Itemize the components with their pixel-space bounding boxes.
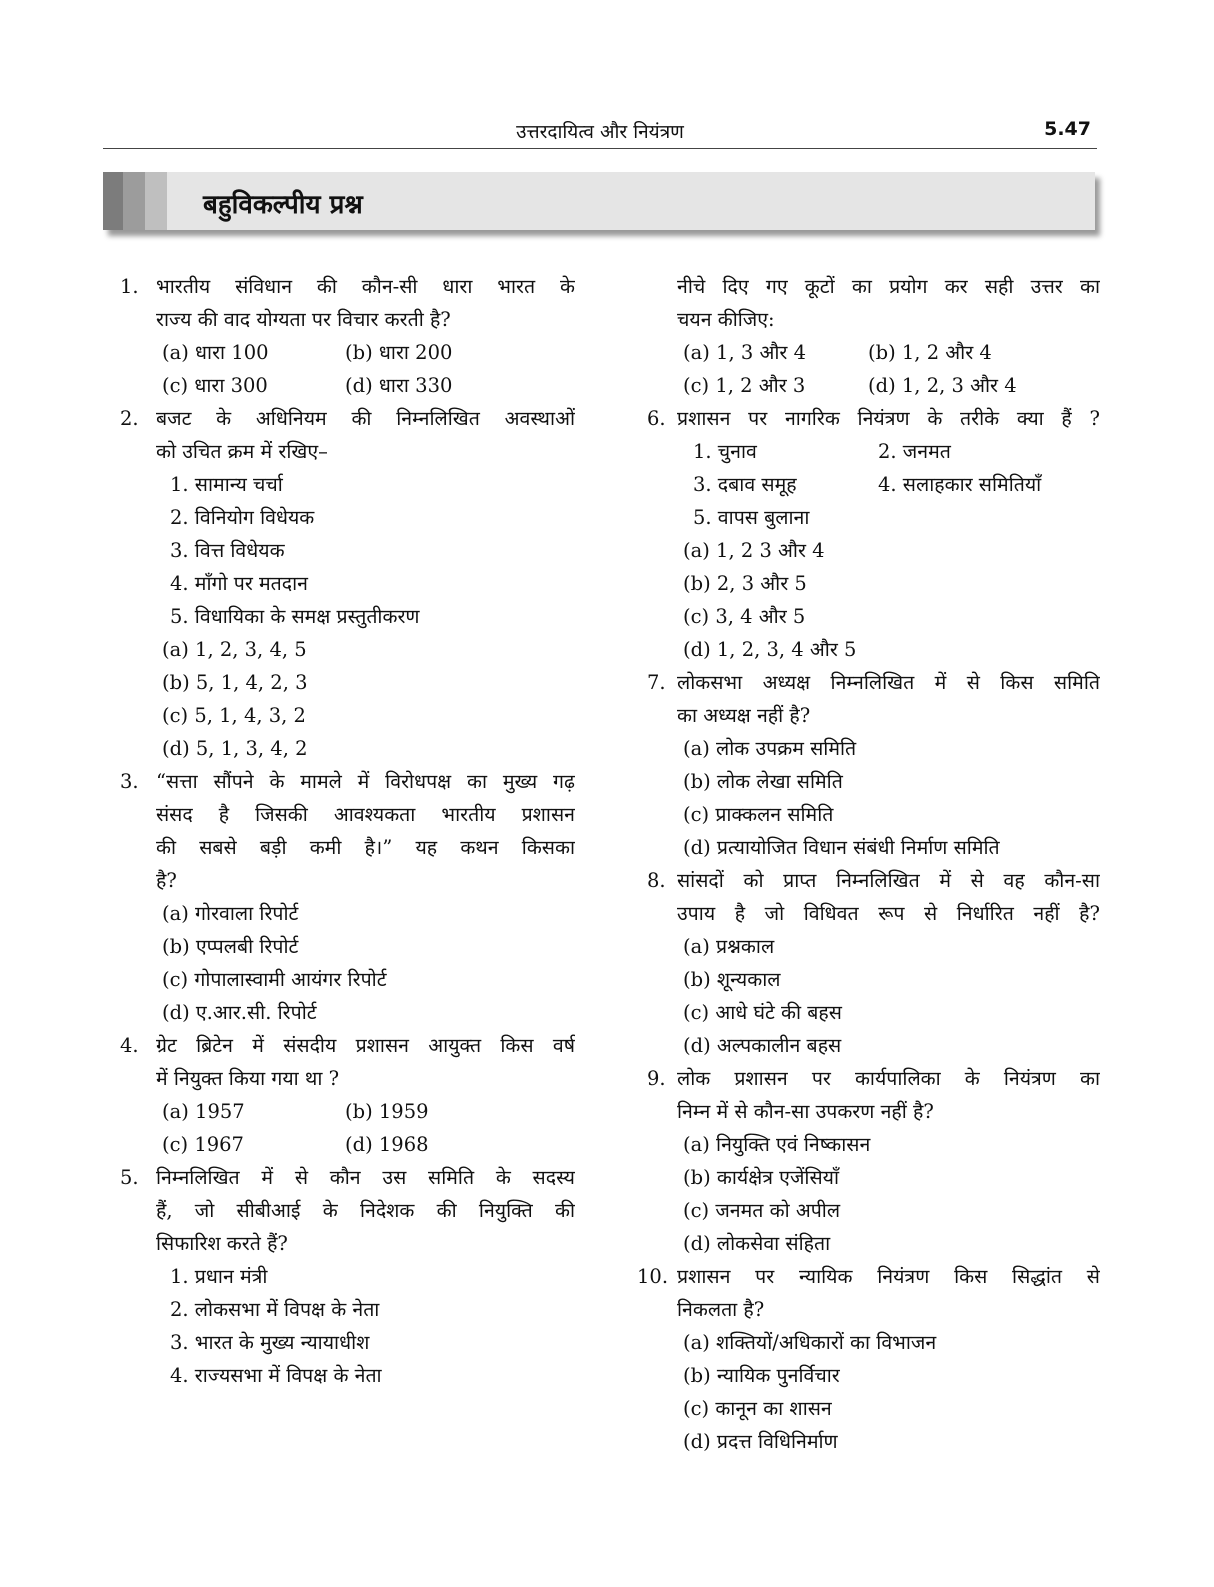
option: (a) नियुक्ति एवं निष्कासन [683,1133,871,1156]
question-text: निम्न में से कौन-सा उपकरण नहीं है? [677,1100,934,1123]
option: (c) आधे घंटे की बहस [683,1001,842,1024]
statement: 5. वापस बुलाना [693,506,810,529]
option: (a) 1, 2, 3, 4, 5 [162,638,307,661]
option: (a) गोरवाला रिपोर्ट [162,902,299,925]
question-text: में नियुक्त किया गया था ? [156,1067,340,1090]
question-10 [635,1260,1100,1293]
option: (b) न्यायिक पुनर्विचार [683,1364,840,1387]
option: (d) प्रदत्त विधिनिर्माण [683,1430,838,1453]
question-4 [120,1029,575,1062]
statement: 3. दबाव समूह [693,473,797,496]
option: (a) 1, 3 और 4 [683,341,806,364]
question-text: लोकसभा अध्यक्ष निम्नलिखित में से किस समिति [677,671,1100,694]
option-row [635,369,1100,402]
chapter-title: उत्तरदायित्व और नियंत्रण [516,121,684,143]
statement: 1. प्रधान मंत्री [170,1265,268,1288]
question-number: 4. [120,1034,139,1057]
statement-row [635,435,1100,468]
statement: 4. राज्यसभा में विपक्ष के नेता [170,1364,382,1387]
option: (d) प्रत्यायोजित विधान संबंधी निर्माण समिति [683,836,1000,859]
option: (d) ए.आर.सी. रिपोर्ट [162,1001,317,1024]
option: (c) 1, 2 और 3 [683,374,806,397]
option: (a) 1, 2 3 और 4 [683,539,825,562]
option: (b) 1, 2 और 4 [868,341,992,364]
option: (d) 1968 [345,1133,429,1156]
option-row [635,336,1100,369]
question-text: राज्य की वाद योग्यता पर विचार करती है? [156,308,451,331]
statement-row [635,468,1100,501]
question-text: सांसदों को प्राप्त निम्नलिखित में से वह कौन-सा [677,869,1100,892]
option: (a) प्रश्नकाल [683,935,775,958]
option: (a) धारा 100 [162,341,269,364]
question-text: को उचित क्रम में रखिए– [156,440,328,463]
banner-stripe [103,172,123,230]
option: (a) लोक उपक्रम समिति [683,737,857,760]
option: (a) 1957 [162,1100,245,1123]
question-2 [120,402,575,435]
section-banner [103,172,1095,230]
question-7 [635,666,1100,699]
option: (c) जनमत को अपील [683,1199,841,1222]
option-row [120,369,575,402]
option: (b) लोक लेखा समिति [683,770,843,793]
banner-stripe [123,172,145,230]
option-row [120,336,575,369]
question-text: निकलता है? [677,1298,765,1321]
statement: 4. सलाहकार समितियाँ [878,473,1042,496]
question-text: हैं, जो सीबीआई के निदेशक की नियुक्ति की [156,1199,575,1222]
question-6 [635,402,1100,435]
question-number: 6. [647,407,666,430]
option: (d) अल्पकालीन बहस [683,1034,842,1057]
statement: 2. जनमत [878,440,951,463]
question-3 [120,765,575,798]
option-row [120,1095,575,1128]
question-text: संसद है जिसकी आवश्यकता भारतीय प्रशासन [156,803,575,826]
statement: 5. विधायिका के समक्ष प्रस्तुतीकरण [170,605,420,628]
option: (b) शून्यकाल [683,968,781,991]
question-text: सिफारिश करते हैं? [156,1232,288,1255]
statement: 1. सामान्य चर्चा [170,473,283,496]
option: (b) 1959 [345,1100,429,1123]
option: (d) लोकसेवा संहिता [683,1232,831,1255]
left-column [120,270,575,1392]
option: (b) एप्पलबी रिपोर्ट [162,935,299,958]
option: (d) 5, 1, 3, 4, 2 [162,737,308,760]
banner-stripe [145,172,167,230]
question-text: का अध्यक्ष नहीं है? [677,704,811,727]
question-text: नीचे दिए गए कूटों का प्रयोग कर सही उत्तर का [677,275,1100,298]
option: (c) कानून का शासन [683,1397,832,1420]
option: (d) धारा 330 [345,374,453,397]
option: (b) 5, 1, 4, 2, 3 [162,671,308,694]
question-9 [635,1062,1100,1095]
option: (c) 5, 1, 4, 3, 2 [162,704,306,727]
option: (c) प्राक्कलन समिति [683,803,834,826]
statement: 2. विनियोग विधेयक [170,506,315,529]
option-row [120,1128,575,1161]
question-text: बजट के अधिनियम की निम्नलिखित अवस्थाओं [156,407,575,430]
question-text: निम्नलिखित में से कौन उस समिति के सदस्य [156,1166,575,1189]
question-text: की सबसे बड़ी कमी है।” यह कथन किसका [156,836,575,859]
right-column [635,270,1100,1458]
question-8 [635,864,1100,897]
question-number: 10. [637,1265,669,1288]
question-number: 2. [120,407,139,430]
statement: 3. भारत के मुख्य न्यायाधीश [170,1331,370,1354]
section-title: बहुविकल्पीय प्रश्न [203,190,363,220]
question-text: लोक प्रशासन पर कार्यपालिका के नियंत्रण का [677,1067,1100,1090]
statement: 4. माँगो पर मतदान [170,572,308,595]
question-text: ग्रेट ब्रिटेन में संसदीय प्रशासन आयुक्त किस वर्ष [156,1034,575,1057]
statement: 3. वित्त विधेयक [170,539,285,562]
option: (a) शक्तियों/अधिकारों का विभाजन [683,1331,937,1354]
statement: 2. लोकसभा में विपक्ष के नेता [170,1298,380,1321]
question-number: 5. [120,1166,139,1189]
option: (d) 1, 2, 3, 4 और 5 [683,638,857,661]
option: (b) कार्यक्षेत्र एजेंसियाँ [683,1166,840,1189]
option: (d) 1, 2, 3 और 4 [868,374,1017,397]
question-number: 7. [647,671,666,694]
question-text: प्रशासन पर नागरिक नियंत्रण के तरीके क्या हैं ? [677,407,1100,430]
question-number: 8. [647,869,666,892]
running-header [103,118,1097,149]
question-text: “सत्ता सौंपने के मामले में विरोधपक्ष का मुख्य गढ़ [156,770,575,793]
page-number: 5.47 [1044,118,1091,140]
option: (c) धारा 300 [162,374,268,397]
option: (c) 3, 4 और 5 [683,605,806,628]
question-text: प्रशासन पर न्यायिक नियंत्रण किस सिद्धांत से [677,1265,1100,1288]
option: (c) गोपालास्वामी आयंगर रिपोर्ट [162,968,387,991]
question-text: उपाय है जो विधिवत रूप से निर्धारित नहीं है? [677,902,1100,925]
question-number: 1. [120,275,139,298]
question-1 [120,270,575,303]
question-text: है? [156,869,177,892]
question-number: 3. [120,770,139,793]
option: (c) 1967 [162,1133,244,1156]
question-number: 9. [647,1067,666,1090]
option: (b) धारा 200 [345,341,453,364]
option: (b) 2, 3 और 5 [683,572,807,595]
question-text: भारतीय संविधान की कौन-सी धारा भारत के [156,275,575,298]
question-text: चयन कीजिए: [677,308,775,331]
statement: 1. चुनाव [693,440,757,463]
question-5 [120,1161,575,1194]
